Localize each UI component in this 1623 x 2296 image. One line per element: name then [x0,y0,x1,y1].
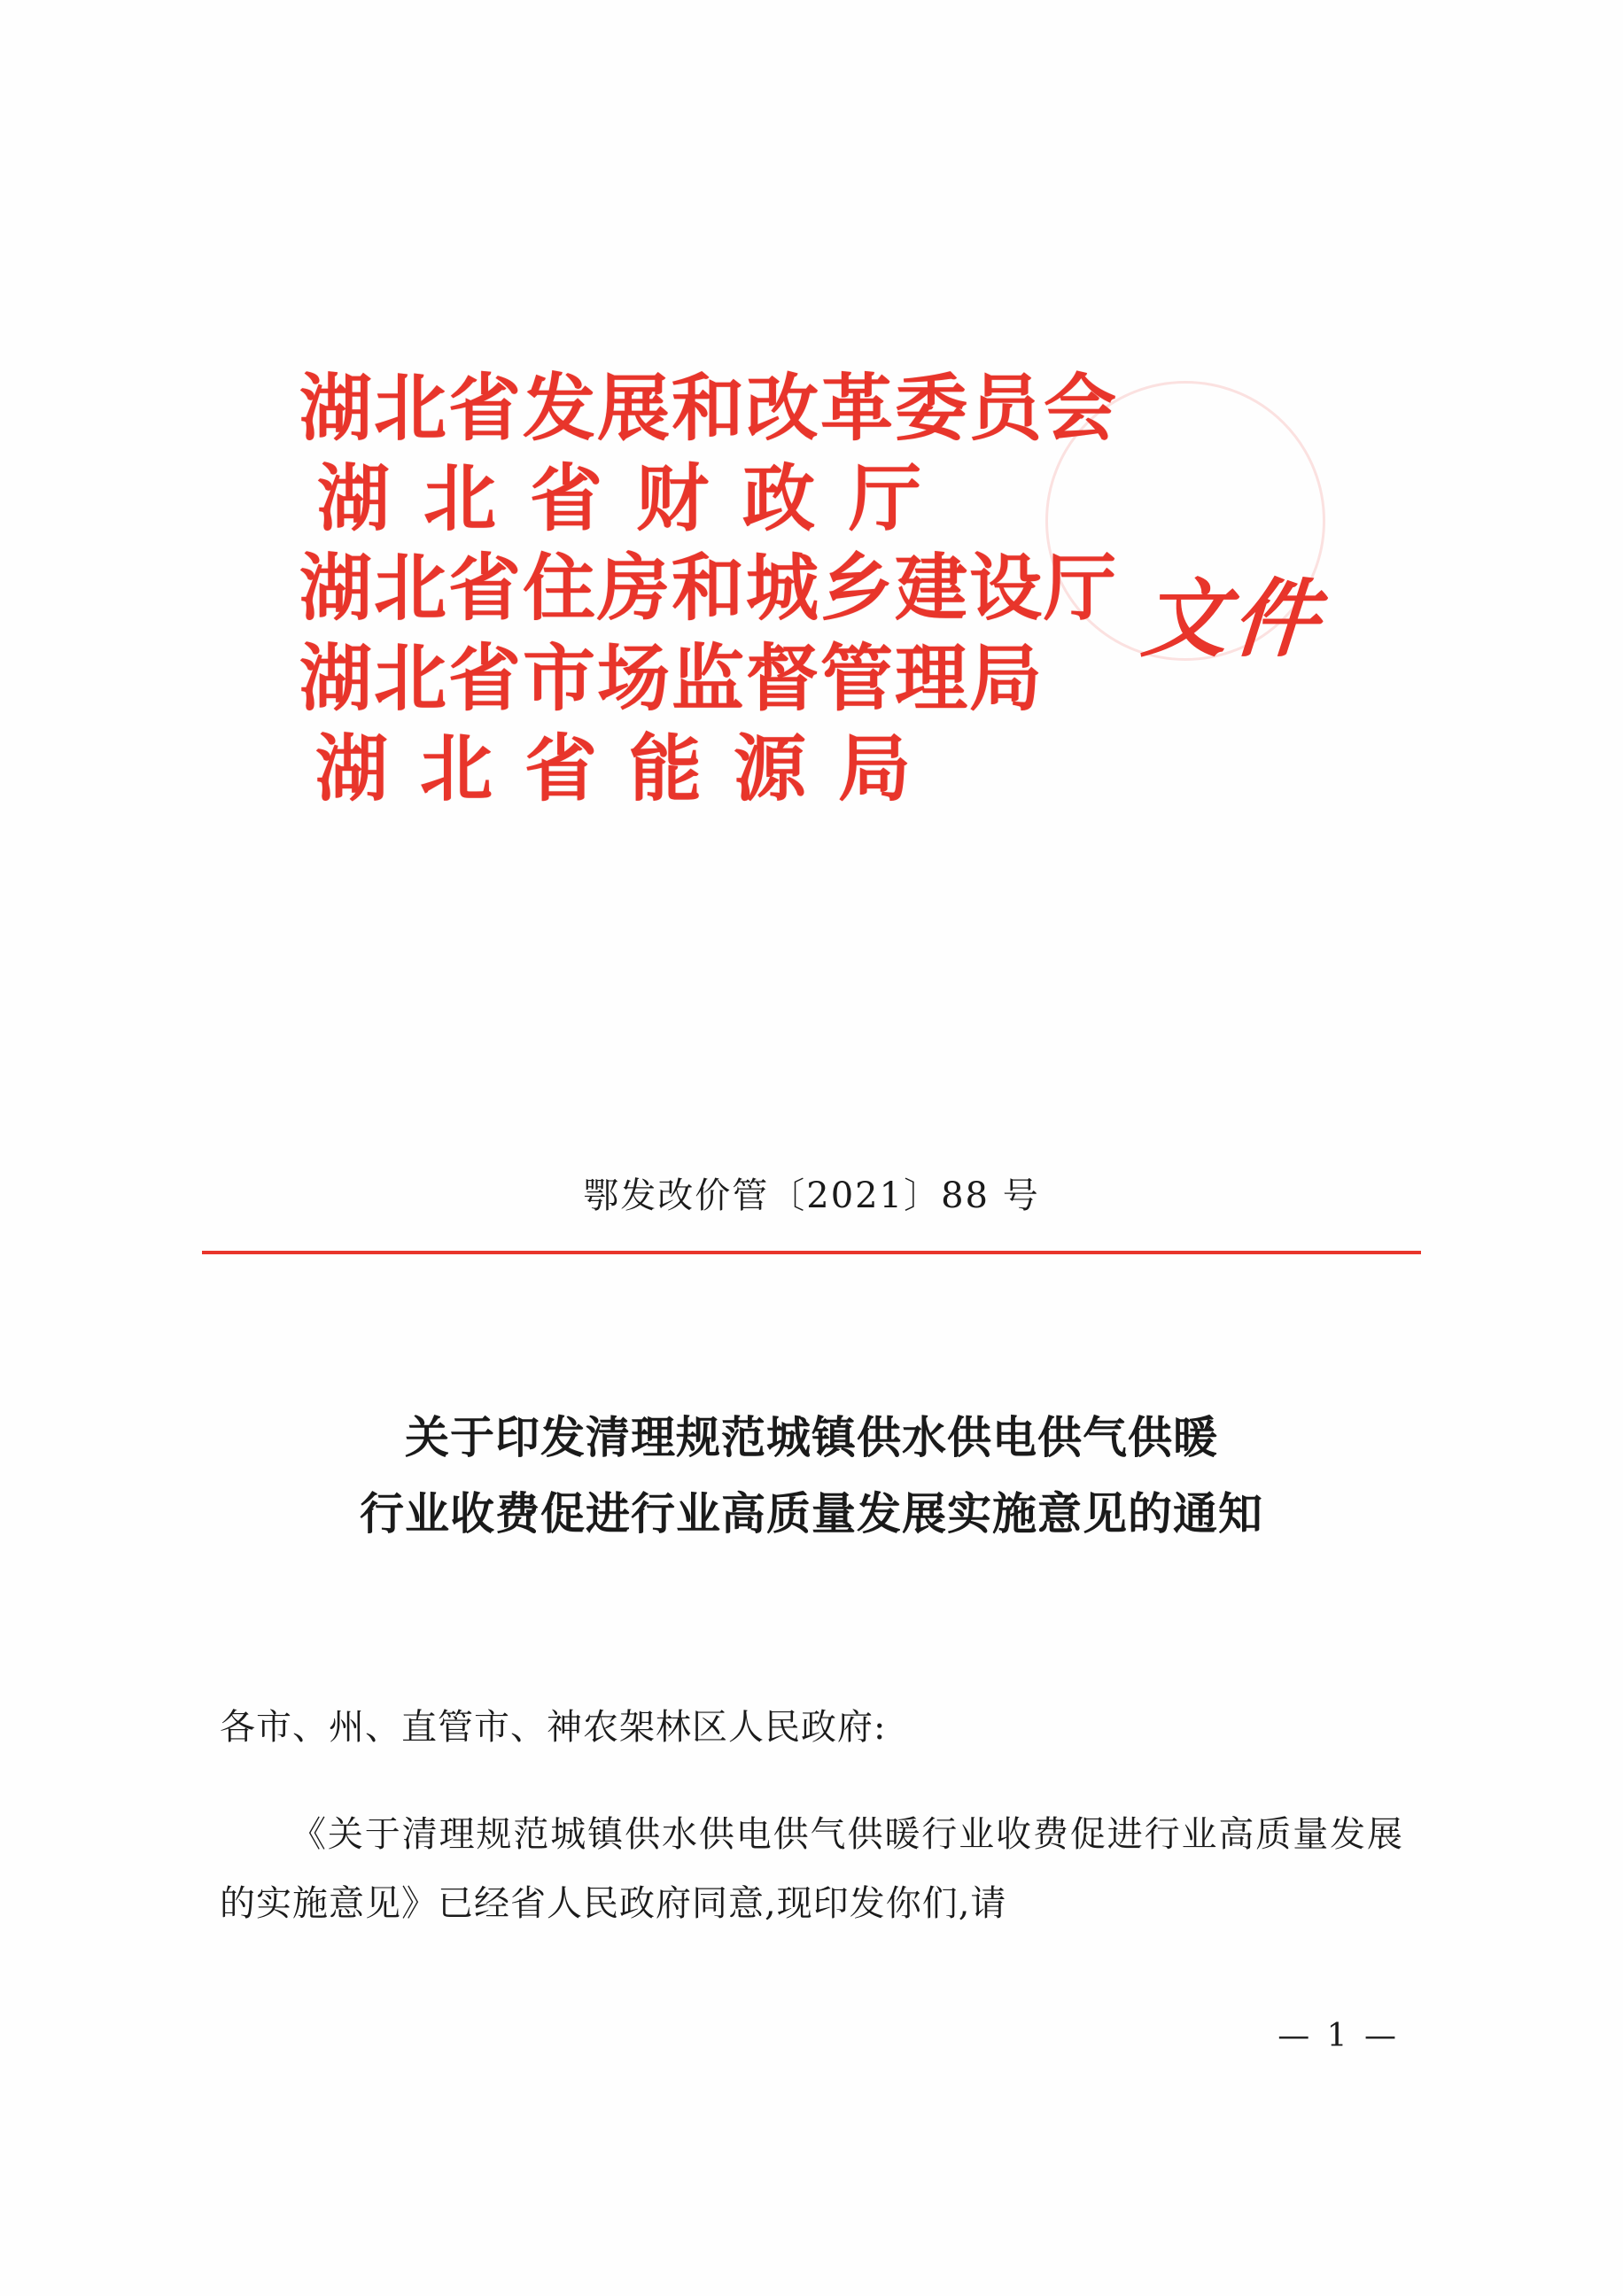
page-number: — 1 — [1277,2018,1400,2054]
letterhead-agency-5: 湖北省能源局 [315,725,943,811]
red-divider-rule [202,1251,1421,1254]
letterhead-agency-3: 湖北省住房和城乡建设厅 [299,546,1118,632]
letterhead-agency-list [299,366,1118,811]
letterhead-document-word: 文件 [1138,568,1327,669]
salutation: 各市、州、直管市、神农架林区人民政府: [220,1707,887,1748]
page-title [221,1400,1402,1552]
title-line-1: 关于印发清理规范城镇供水供电供气供暖 [405,1411,1218,1463]
title-line-2: 行业收费促进行业高质量发展实施意见的通知 [360,1487,1263,1540]
letterhead [0,366,1623,811]
letterhead-agency-4: 湖北省市场监督管理局 [299,635,1044,721]
body-paragraph: 《关于清理规范城镇供水供电供气供暖行业收费促进行业高质量发展的实施意见》已经省人民政府同意,现印发你们,请 [220,1814,1403,1924]
letterhead-agency-1: 湖北省发展和改革委员会 [299,366,1118,451]
document-number: 鄂发改价管〔2021〕88 号 [583,1175,1040,1216]
letterhead-agency-2: 湖北省财政厅 [316,455,955,541]
